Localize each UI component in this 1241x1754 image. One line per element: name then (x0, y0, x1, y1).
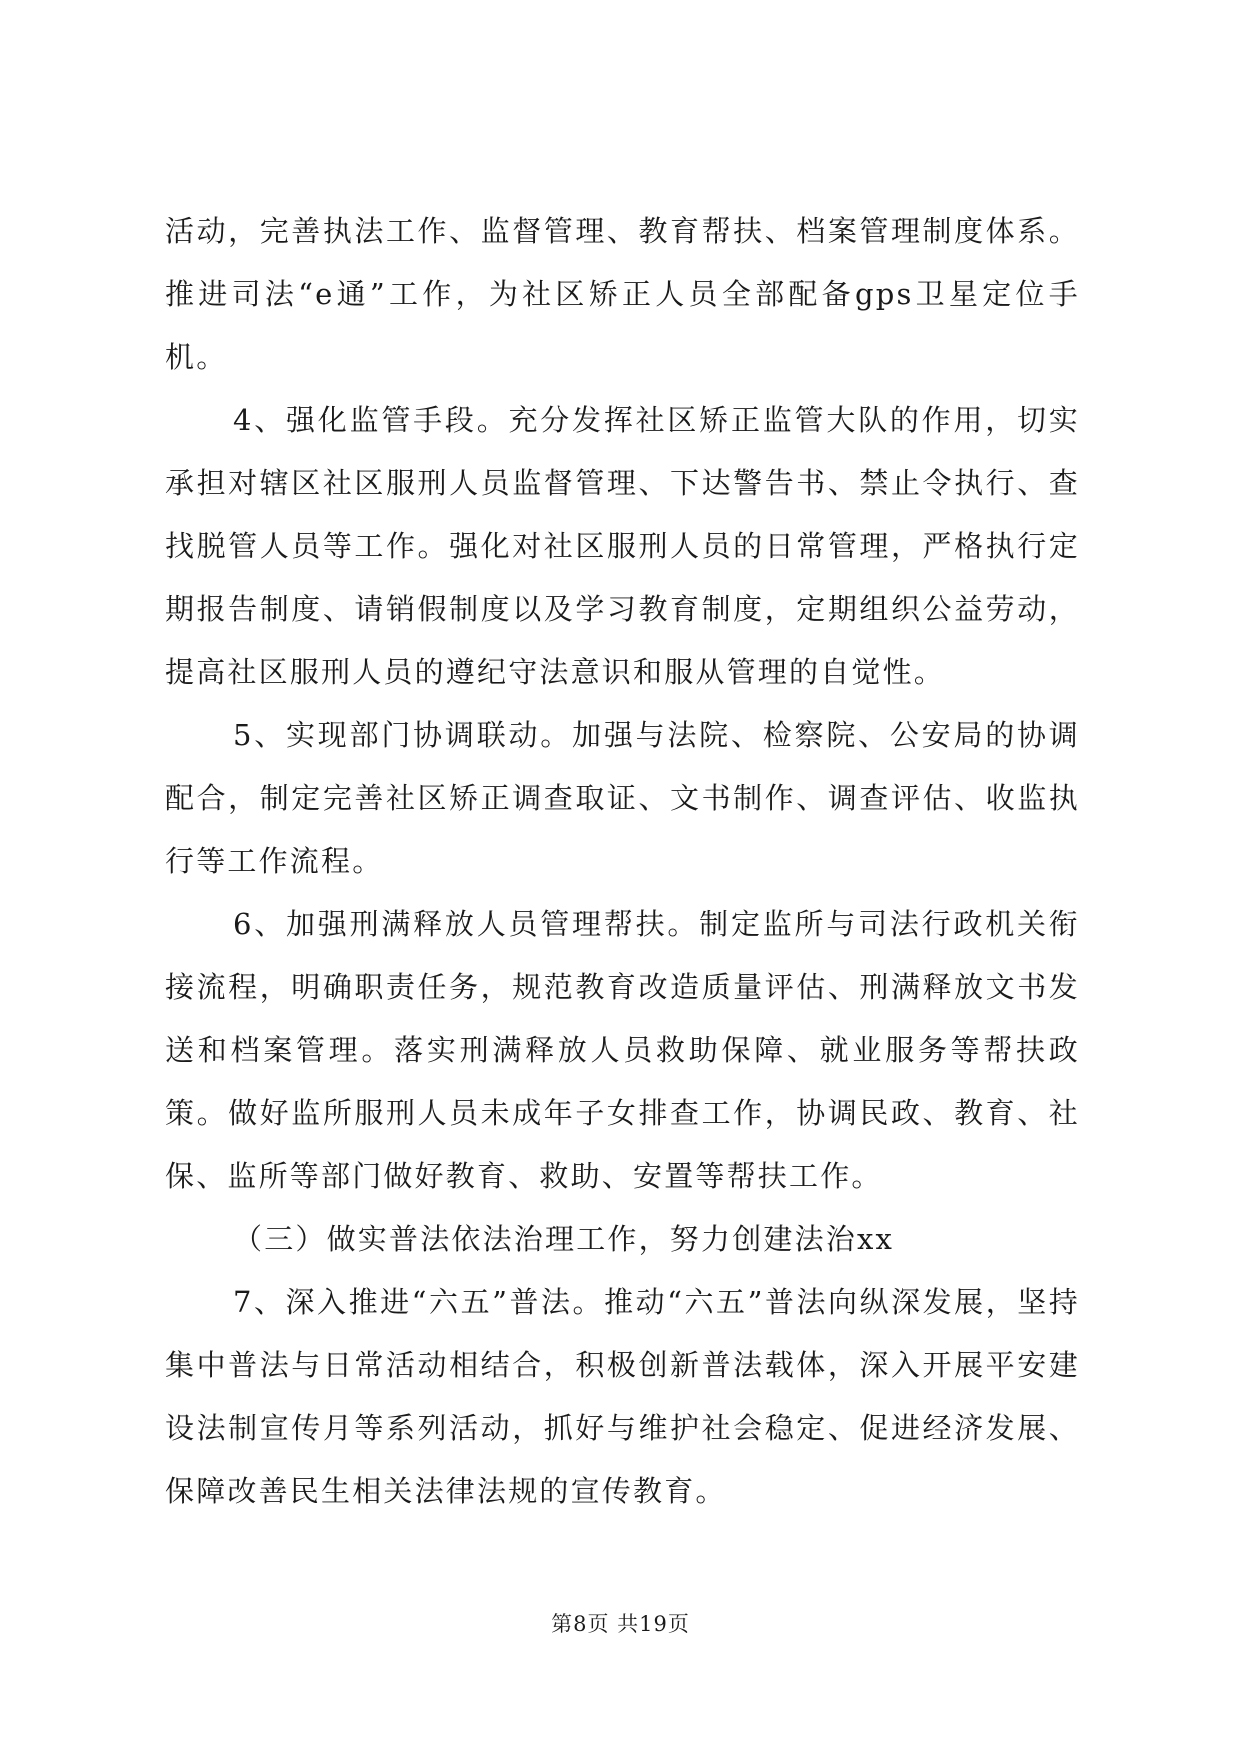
paragraph-item-6: 6、加强刑满释放人员管理帮扶。制定监所与司法行政机关衔接流程，明确职责任务，规范教育改造质量评估、刑满释放文书发送和档案管理。落实刑满释放人员救助保障、就业服务等帮扶政策。做好监所服刑人员未成年子女排查工作，协调民政、教育、社保、监所等部门做好教育、救助、安置等帮扶工作。 (165, 907, 1080, 1193)
paragraph-continuation: 活动，完善执法工作、监督管理、教育帮扶、档案管理制度体系。推进司法“e通”工作，为社区矫正人员全部配备gps卫星定位手机。 (165, 214, 1080, 374)
section-heading-3: （三）做实普法依法治理工作，努力创建法治xx (233, 1222, 895, 1256)
paragraph-item-4: 4、强化监管手段。充分发挥社区矫正监管大队的作用，切实承担对辖区社区服刑人员监督管理、下达警告书、禁止令执行、查找脱管人员等工作。强化对社区服刑人员的日常管理，严格执行定期报告制度、请销假制度以及学习教育制度，定期组织公益劳动，提高社区服刑人员的遵纪守法意识和服从管理的自觉性。 (165, 403, 1080, 689)
page-number-footer: 第8页 共19页 (551, 1612, 690, 1636)
paragraph-item-5: 5、实现部门协调联动。加强与法院、检察院、公安局的协调配合，制定完善社区矫正调查取证、文书制作、调查评估、收监执行等工作流程。 (165, 718, 1080, 878)
paragraph-item-7: 7、深入推进“六五”普法。推动“六五”普法向纵深发展，坚持集中普法与日常活动相结合，积极创新普法载体，深入开展平安建设法制宣传月等系列活动，抓好与维护社会稳定、促进经济发展、保障改善民生相关法律法规的宣传教育。 (165, 1285, 1080, 1508)
document-body (165, 200, 1080, 1523)
